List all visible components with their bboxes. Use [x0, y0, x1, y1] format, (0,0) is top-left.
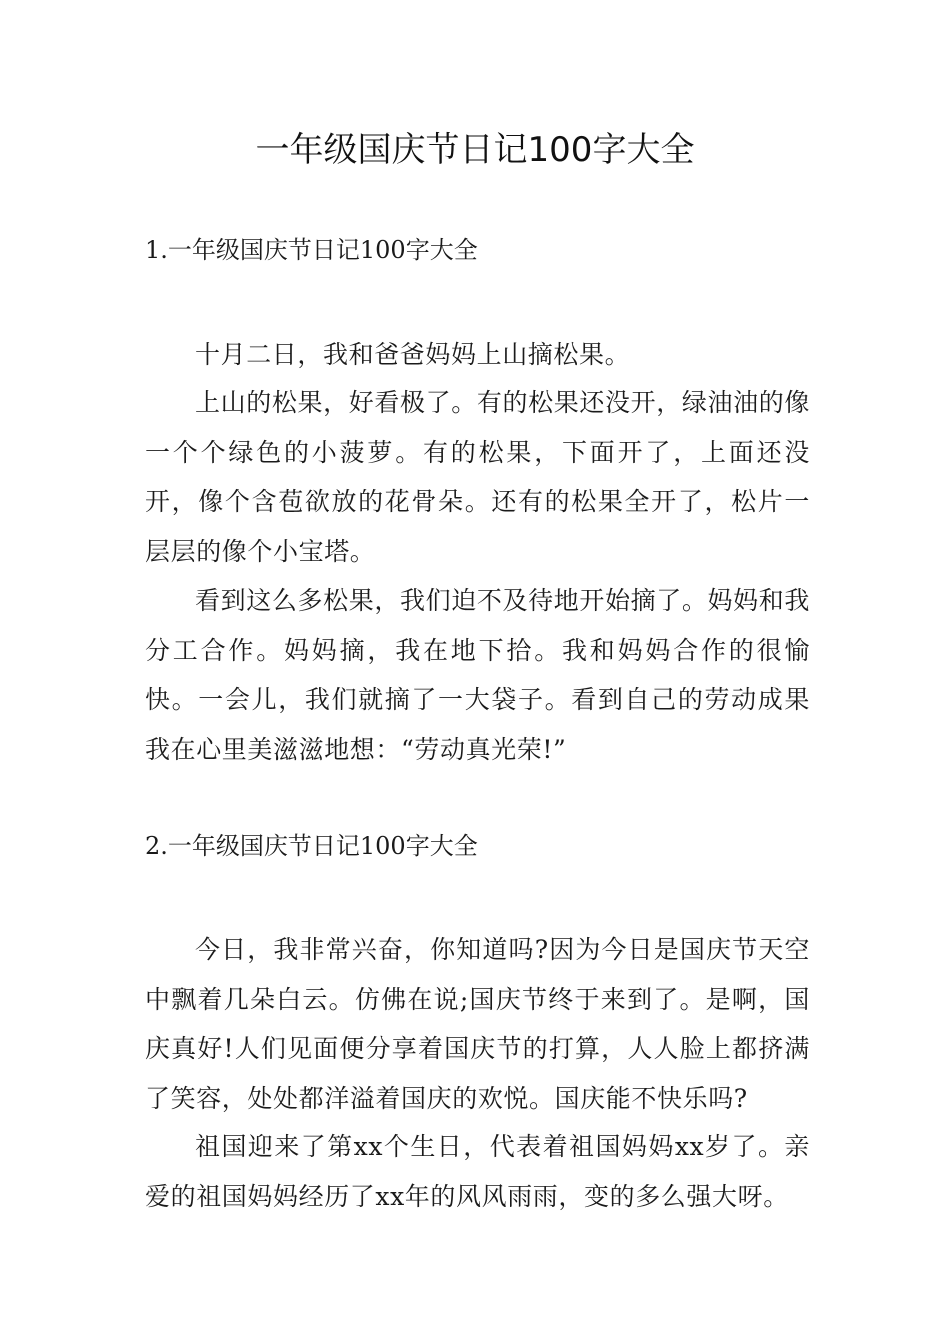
section-heading-1: 1.一年级国庆节日记100字大全 [145, 236, 478, 264]
section-1-paragraph-2: 上山的松果，好看极了。有的松果还没开，绿油油的像一个个绿色的小菠萝。有的松果，下面开了，上面还没开，像个含苞欲放的花骨朵。还有的松果全开了，松片一层层的像个小宝塔。 [145, 388, 810, 566]
document-title: 一年级国庆节日记100字大全 [255, 130, 695, 170]
section-2-paragraph-1: 今日，我非常兴奋，你知道吗?因为今日是国庆节天空中飘着几朵白云。仿佛在说;国庆节终于来到了。是啊，国庆真好!人们见面便分享着国庆节的打算，人人脸上都挤满了笑容，处处都洋溢着国庆的欢悦。国庆能不快乐吗? [145, 935, 810, 1113]
section-2-paragraph-2: 祖国迎来了第xx个生日，代表着祖国妈妈xx岁了。亲爱的祖国妈妈经历了xx年的风风雨雨，变的多么强大呀。 [145, 1132, 810, 1211]
section-1-paragraph-3: 看到这么多松果，我们迫不及待地开始摘了。妈妈和我分工合作。妈妈摘，我在地下拾。我和妈妈合作的很愉快。一会儿，我们就摘了一大袋子。看到自己的劳动成果我在心里美滋滋地想：“劳动真光荣!” [145, 586, 810, 764]
section-heading-2: 2.一年级国庆节日记100字大全 [145, 832, 478, 860]
section-1-paragraph-1: 十月二日，我和爸爸妈妈上山摘松果。 [195, 340, 631, 369]
